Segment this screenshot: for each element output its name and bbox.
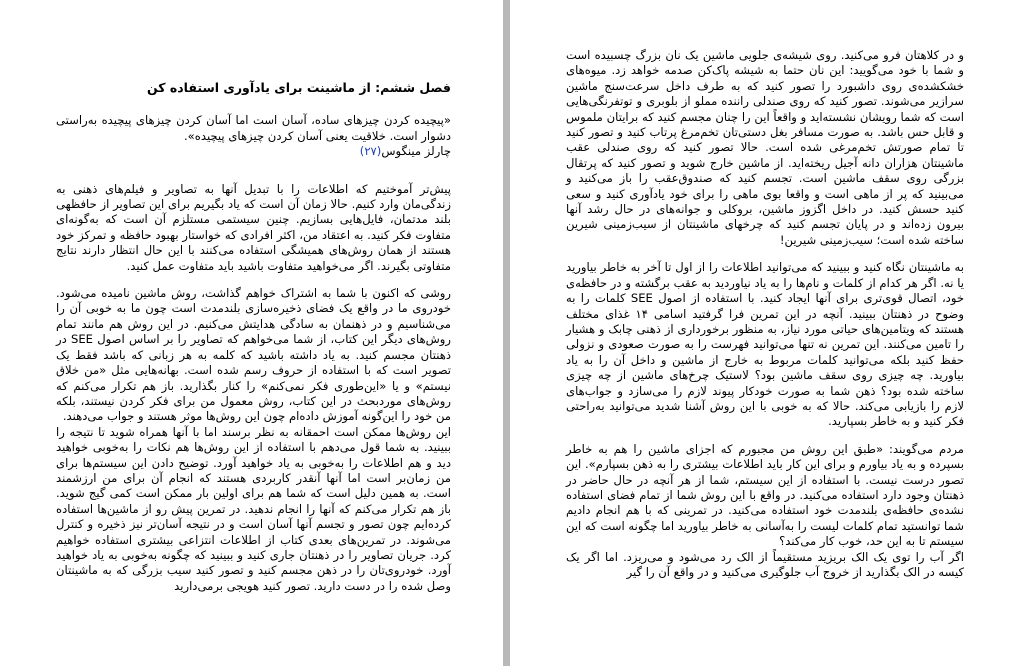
quote-author-line (56, 144, 451, 159)
chapter-title: فصل ششم: از ماشینت برای یادآوری استفاده کن (147, 80, 451, 95)
quote-author: چارلز مینگوس (381, 144, 451, 159)
chapter-quote: «پیچیده کردن چیزهای ساده، آسان است اما آسان کردن چیزهای پیچیده به‌راستی دشوار است. خلاقیت یعنی آسان کردن چیزهای پیچیده». (56, 113, 451, 143)
body-paragraph: اگر آب را توی یک الک بریزید مستقیماً از الک رد می‌شود و می‌ریزد. اما اگر یک کیسه در الک بگذارید از خروج آب جلوگیری می‌کنید و در واقع آن را گیر (566, 549, 964, 579)
left-page (0, 0, 503, 666)
footnote-reference-link[interactable]: (۲۷) (359, 144, 382, 159)
body-paragraph: مردم می‌گویند: «طبق این روش من مجبورم که اجزای ماشین را هم به خاطر بسپرده و به یاد بیاورم و برای این کار باید اطلاعات بیشتری را به ذهن بسپارم». این تصور درست نیست. با استفاده از این سیستم، شما از هر آنچه در حال حاضر در ذهنتان وجود دارد استفاده می‌کنید. در واقع با این روش شما از تمام فضای استفاده نشده‌ی حافظه‌ی بلندمدت خود استفاده می‌کنید. در تمرینی که با هم انجام دادیم شما توانستید تمام کلمات لیست را به‌آسانی به خاطر بیاورید اما چگونه است که این سیستم تا به این حد، خوب کار می‌کند؟ (566, 441, 964, 549)
body-paragraph: روشی که اکنون با شما به اشتراک خواهم گذاشت، روش ماشین نامیده می‌شود. خودروی ما در واقع یک فضای ذخیره‌سازی بلندمدت است چون ما به خوبی آن را می‌شناسیم و در ذهنمان به سادگی هدایتش می‌کنیم. در این روش هم مانند تمام روش‌های دیگر این کتاب، از شما می‌خواهم که تصاویر را بر اساس اصول SEE در ذهنتان مجسم کنید. به یاد داشته باشید که کلمه به هر زبانی که باشد فقط یک تصویر است که با استفاده از حروف رسم شده است. بهانه‌هایی مثل «من خلاق نیستم» و یا «این‌طوری فکر نمی‌کنم» را کنار بگذارید. باز هم تکرار می‌کنم که روش‌های موردبحث در این کتاب، روش معمول من برای فکر کردن نیستند، بلکه من خود را این‌گونه آموزش داده‌ام چون این روش‌ها موثر هستند و جواب می‌دهند. (56, 286, 451, 424)
body-paragraph: این روش‌ها ممکن است احمقانه به نظر برسند اما با آنها همراه شوید تا نتیجه را ببینید. به شما قول می‌دهم با استفاده از این روش‌ها هم نکات را به‌خوبی خواهید دید و هم اطلاعات را به‌خوبی به یاد خواهید آورد. توضیح دادن این سیستم‌ها برای من زمان‌بر است اما آنها آنقدر کاربردی هستند که انجام آن برای من ارزشمند است. به همین دلیل است که شما هم برای اولین بار ممکن است کمی گیج شوید. باز هم تکرار می‌کنم که آنها را انجام ندهید. در تمرین پیش رو از ماشین‌ها استفاده کرده‌ایم چون تصور و تجسم آنها آسان است و در نتیجه آسان‌تر نیز ذخیره و کنترل می‌شوند. در تمرین‌های بعدی کتاب از اطلاعات انتزاعی بیشتری استفاده خواهیم کرد. جریان تصاویر را در ذهنتان جاری کنید و ببینید که چگونه به‌خوبی به یاد خواهید آورد. خودروی‌تان را در ذهن مجسم کنید و تصور کنید سیب بزرگی که به ماشینتان وصل شده را در دست دارید. تصور کنید هویجی برمی‌دارید (56, 424, 451, 593)
right-page (510, 0, 1024, 666)
body-paragraph: پیش‌تر آموختیم که اطلاعات را با تبدیل آنها به تصاویر و فیلم‌های ذهنی به زندگی‌مان وارد کنیم. حالا زمان آن است که یاد بگیریم برای این تصاویر از حافظهی بلند مدتمان، فایل‌هایی بسازیم. چنین سیستمی مستلزم آن است که به‌گونه‌ای متفاوت فکر کنید. به اعتقاد من، اکثر افرادی که خواستار بهبود حافظه و تمرکز خود هستند از همان روش‌های همیشگی استفاده می‌کنند با این حال انتظار دارند نتایج متفاوتی بگیرند. اگر می‌خواهید متفاوت باشید باید متفاوت عمل کنید. (56, 181, 451, 273)
body-paragraph: و در کلاهتان فرو می‌کنید. روی شیشه‌ی جلویی ماشین یک نان بزرگ چسبیده است و شما با خود می‌گویید: این نان حتما به شیشه پاک‌کن صدمه خواهد زد. میوه‌های خشکشده‌ی روی داشبورد را تصور کنید که به طرف داخل سرعت‌سنج ماشین سرازیر می‌شوند. تصور کنید که روی صندلی راننده مملو از بلوبری و توتفرنگی‌هایی است که شما رویشان نشسته‌اید و واقعاً این را چنان مجسم کنید که برایتان ملموس و قابل حس باشد. به صورت مسافر بغل دستی‌تان تخم‌مرغ پرتاب کنید و تصور کنید تا تمام صورتش تخم‌مرغی شده است. حالا تصور کنید که روی صندلی عقب ماشینتان هزاران دانه آجیل ریخته‌اید. از ماشین خارج شوید و تصور کنید که پرتقال بزرگی روی سقف ماشین است. تجسم کنید که صندوق‌عقب را باز می‌کنید و می‌بینید که پر از ماهی است و واقعا بوی ماهی را برای خود یادآوری کنید و سعی کنید حسش کنید. در داخل اگزوز ماشین، بروکلی و جوانه‌های در حال رشد آنها بیرون زده‌اند و در پایان تجسم کنید که چرخهای ماشینتان از سیب‌زمینی شیرین ساخته شده است؛ سیب‌زمینی شیرین! (566, 48, 964, 247)
body-paragraph: به ماشینتان نگاه کنید و ببینید که می‌توانید اطلاعات را از اول تا آخر به خاطر بیاورید یا نه. اگر هر کدام از کلمات و نام‌ها را به یاد نیاوردید به عقب برگشته و در حافظه‌ی خود، اتصال قوی‌تری برای آنها ایجاد کنید. با استفاده از اصول SEE کلمات را به وضوح در ذهنتان ببینید. آنچه در این تمرین فرا گرفتید اسامی ۱۴ غذای مختلف هستند که ویتامین‌های حیاتی مورد نیاز، به منظور برخورداری از ذهنی چابک و هشیار را تامین می‌کنند. این تمرین نه تنها می‌توانید فهرست را به صورت صعودی و نزولی حفظ کنید بلکه می‌توانید کلمات مربوط به خارج از ماشین و داخل آن را به یاد بیاورید. چه چیزی روی سقف ماشین بود؟ لاستیک چرخ‌های ماشین از چه چیزی ساخته شده بود؟ ذهن شما به صورت خودکار پیوند لازم را می‌سازد و جواب‌های لازم را بازیابی می‌کند. حالا که به خوبی با این روش آشنا شدید می‌توانید به‌راحتی فکر کنید و به خاطر بسپارید. (566, 260, 965, 429)
